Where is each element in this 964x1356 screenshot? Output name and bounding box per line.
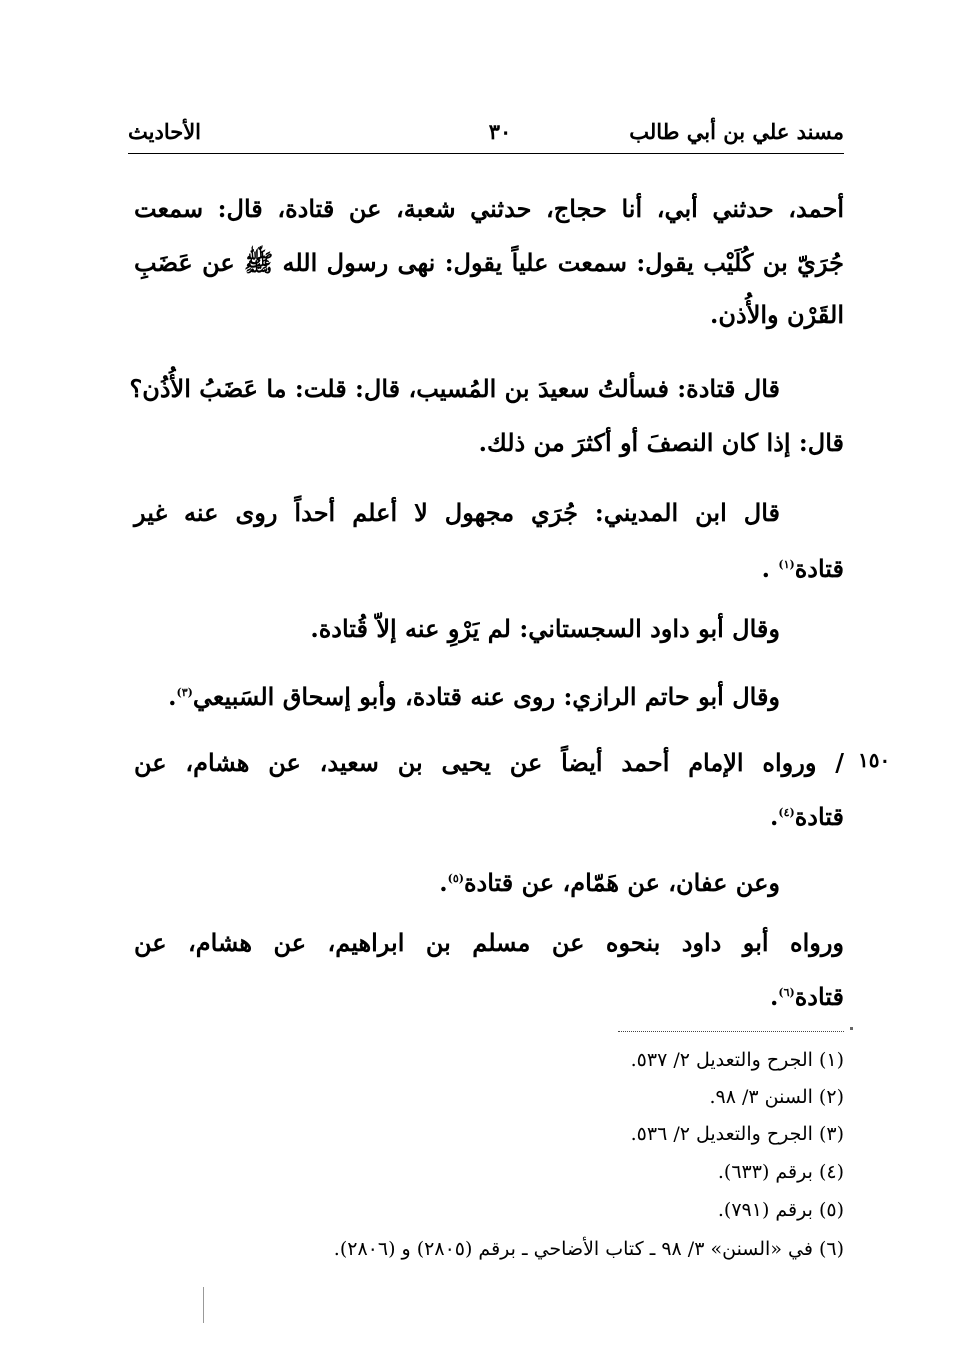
line-text: قتادة [794,802,844,831]
text-line: قال قتادة: فسألتُ سعيدَ بن المُسيب، قال: قلت: ما عَضَبُ الأُذُن؟ [129,374,780,403]
section-title: الأحاديث [128,119,202,144]
text-line: / ورواه الإمام أحمد أيضاً عن يحيى بن سعيد، عن هشام، عن [134,748,844,777]
line-text: قتادة [794,982,844,1011]
text-line: وعن عفان، عن هَمّام، عن قتادة$^{(٥)}$. [439,868,780,897]
footnote: (٢) السنن ٣/ ٩٨. [709,1086,844,1108]
text-line: ورواه أبو داود بنحوه عن مسلم بن ابراهيم، عن هشام، عن [134,928,845,957]
footnote-ref: (٤) [778,806,795,819]
line-text: وقال أبو حاتم الرازي: روى عنه قتادة، وأبو إسحاق السَبيعي [192,682,780,711]
text-line: قتادة$^{(٦)}$. [769,982,844,1011]
text-line: قال: إذا كان النصفَ أو أكثرَ من ذلك. [478,428,844,457]
text-line: أحمد، حدثني أبي، أنا حجاج، حدثني شعبة، عن قتادة، قال: سمعت [134,194,844,223]
footnote: (١) الجرح والتعديل ٢/ ٥٣٧. [630,1049,844,1071]
page-number: ٣٠ [488,119,512,144]
footnote: (٣) الجرح والتعديل ٢/ ٥٣٦. [630,1123,844,1145]
footnote-ref: (٣) [176,686,193,699]
footnote-separator [618,1031,844,1032]
margin-hadith-number: ١٥٠ [858,748,891,772]
text-line: قال ابن المديني: جُرَي مجهول لا أعلم أحداً روى عنه غير [134,498,780,527]
scan-mark [203,1287,204,1323]
text-line: وقال أبو داود السجستاني: لم يَرْوِ عنه إلاّ قُتادة. [310,614,780,643]
text-line: قتادة$^{(٤)}$. [769,802,844,831]
running-title: مسند علي بن أبي طالب [629,119,844,144]
footnote-ref: (١) [778,558,795,571]
margin-mark [850,1027,853,1030]
footnote-ref: (٥) [447,872,464,885]
footnote-ref: (٦) [778,986,795,999]
text-line: جُرَيّ بن كُلَيْب يقول: سمعت علياً يقول: نهى رسول الله ﷺ عن عَضَبِ [134,248,844,277]
footnote: (٤) برقم (٦٣٣). [717,1161,844,1183]
text-line: القَرْن والأُذن. [710,300,844,329]
header-rule [128,153,844,154]
line-text: قتادة [794,554,844,583]
footnote: (٥) برقم (٧٩١). [717,1199,844,1221]
footnote: (٦) في «السنن» ٣/ ٩٨ ـ كتاب الأضاحي ـ برقم (٢٨٠٥) و (٢٨٠٦). [333,1238,844,1260]
text-line: وقال أبو حاتم الرازي: روى عنه قتادة، وأبو إسحاق السَبيعي$^{(٣)}$. [168,682,780,711]
line-text: وعن عفان، عن هَمّام، عن قتادة [463,868,780,897]
text-line: قتادة$^{(١)}$ . [761,554,844,583]
